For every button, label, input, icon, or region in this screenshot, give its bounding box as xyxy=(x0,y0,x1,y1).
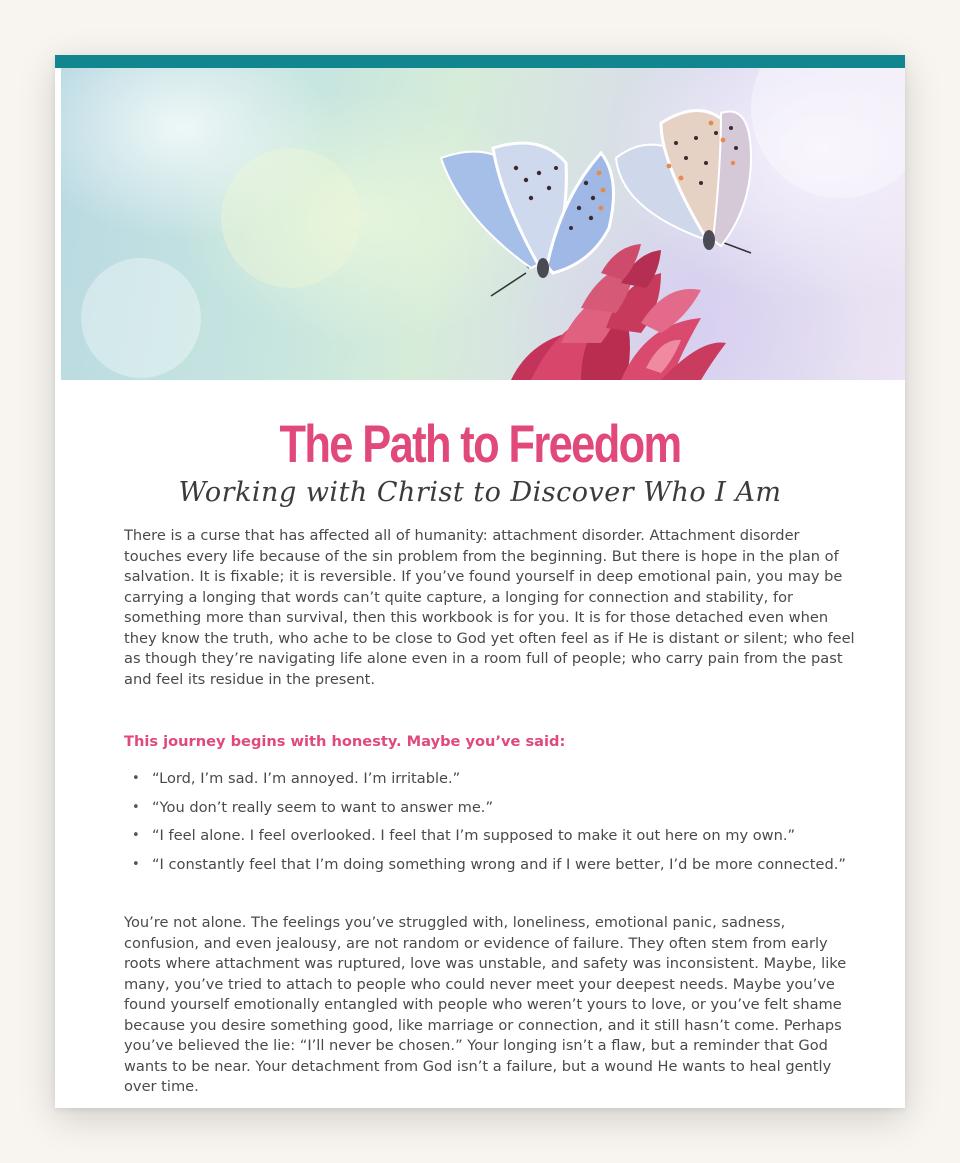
quote-list xyxy=(124,769,859,883)
list-item xyxy=(124,769,859,790)
bullet-dot-icon: • xyxy=(132,771,140,786)
lead-in-heading: This journey begins with honesty. Maybe you’ve said: xyxy=(124,733,566,750)
teal-accent-bar xyxy=(55,55,905,68)
page-title: The Path to Freedom xyxy=(279,415,681,474)
list-item xyxy=(124,798,859,819)
page-subtitle: Working with Christ to Discover Who I Am xyxy=(178,477,782,508)
workbook-page xyxy=(55,55,905,1108)
butterflies-on-flower-image xyxy=(61,68,905,380)
list-item xyxy=(124,826,859,847)
bullet-dot-icon: • xyxy=(132,856,140,872)
quote-text: “You don’t really seem to want to answer me.” xyxy=(152,798,494,816)
intro-paragraph: There is a curse that has affected all of humanity: attachment disorder. Attachment disorder touches every life because of the sin problem from the beginning. But there is hope in the plan of salvation. It is fixable; it is reversible. If you’ve found yourself in deep emotional pain, you may be carrying a longing that words can’t quite capture, a longing for connection and stability, for something more than survival, then this workbook is for you. It is for those detached even when they know the truth, who ache to be close to God yet often feel as if He is distant or silent; who feel as though they’re navigating life alone even in a room full of people; who carry pain from the past and feel its residue in the present. xyxy=(124,527,855,688)
hero-image-butterflies xyxy=(61,68,905,380)
quote-text: “Lord, I’m sad. I’m annoyed. I’m irritable.” xyxy=(152,770,461,787)
bullet-dot-icon: • xyxy=(132,799,140,815)
quote-text: “I feel alone. I feel overlooked. I feel that I’m supposed to make it out here on my own.” xyxy=(152,827,796,844)
quote-text: “I constantly feel that I’m doing something wrong and if I were better, I’d be more connected.” xyxy=(152,855,846,873)
bullet-dot-icon: • xyxy=(132,828,140,843)
list-item xyxy=(124,855,859,876)
second-paragraph: You’re not alone. The feelings you’ve struggled with, loneliness, emotional panic, sadness, confusion, and even jealousy, are not random or evidence of failure. They often stem from early roots where attachment was ruptured, love was unstable, and safety was inconsistent. Maybe, like many, you’ve tried to attach to people who could never meet your deepest needs. Maybe you’ve found yourself emotionally entangled with people who weren’t yours to love, or you’ve felt shame because you desire something good, like marriage or connection, and it still hasn’t come. Perhaps you’ve believed the lie: “I’ll never be chosen.” Your longing isn’t a flaw, but a reminder that God wants to be near. Your detachment from God isn’t a failure, but a wound He wants to heal gently over time. xyxy=(124,914,847,1095)
